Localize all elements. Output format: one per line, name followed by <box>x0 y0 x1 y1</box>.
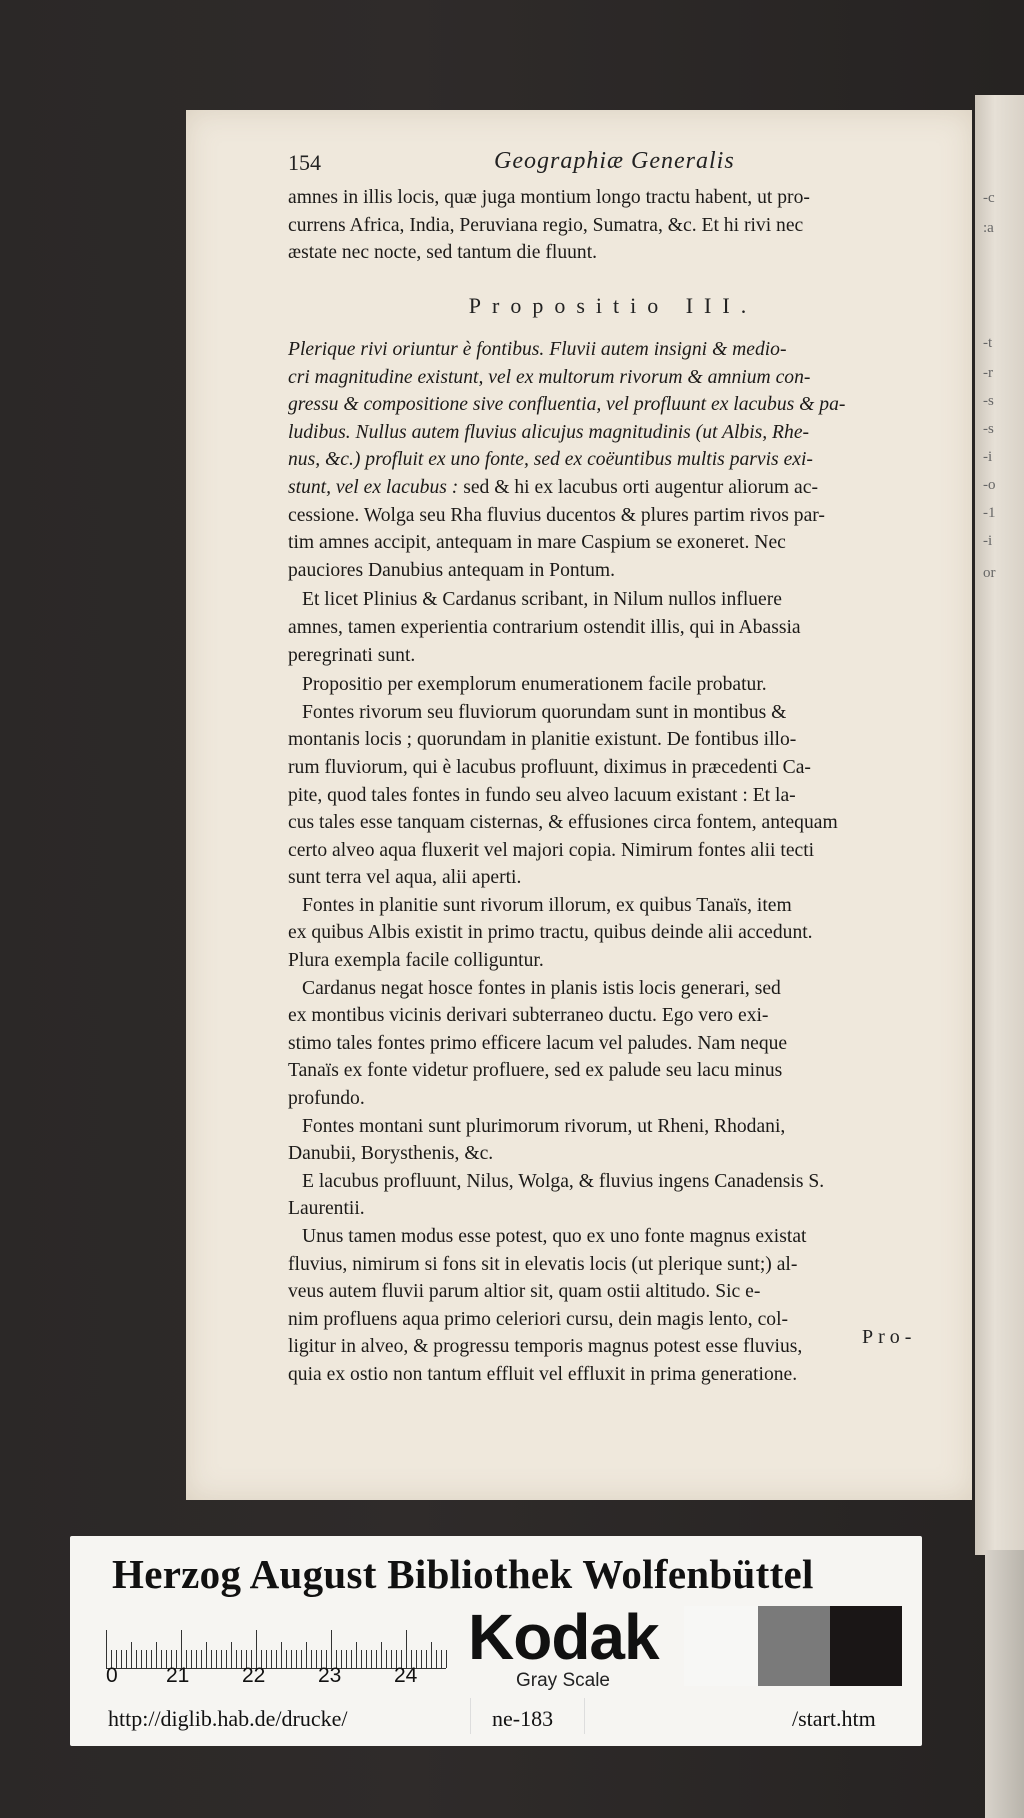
ruler-label: 0 <box>106 1664 118 1687</box>
text-line: fluvius, nimirum si fons sit in elevatis locis (ut plerique sunt;) al- <box>288 1253 798 1275</box>
proposition-heading: Propositio III. <box>468 293 758 318</box>
text-line: Fontes rivorum seu fluviorum quorundam sunt in montibus & <box>302 701 787 723</box>
ruler-tick <box>351 1650 352 1668</box>
color-calibration-card <box>70 1536 922 1746</box>
ruler-tick <box>181 1630 182 1668</box>
text-line: pite, quod tales fontes in fundo seu alveo lacuum existant : Et la- <box>288 784 796 806</box>
black-swatch <box>830 1606 902 1686</box>
ruler-tick <box>381 1642 382 1668</box>
ruler-tick <box>271 1650 272 1668</box>
ruler-tick <box>121 1650 122 1668</box>
text-line: ex quibus Albis existit in primo tractu, quibus deinde alii accedunt. <box>288 922 813 944</box>
ruler-tick <box>361 1650 362 1668</box>
ruler-tick <box>126 1650 127 1668</box>
ruler-tick <box>431 1642 432 1668</box>
text-line: profundo. <box>288 1088 365 1110</box>
ruler-tick <box>236 1650 237 1668</box>
italic-line: Plerique rivi oriuntur è fontibus. Fluvii autem insigni & medio- <box>288 339 787 360</box>
thesis-paragraph <box>288 336 938 1389</box>
ruler-tick <box>131 1642 132 1668</box>
ruler-tick <box>211 1650 212 1668</box>
ruler-tick <box>306 1642 307 1668</box>
text-line: cessione. Wolga seu Rha fluvius ducentos & plures partim rivos par- <box>288 504 825 526</box>
ruler-tick <box>156 1642 157 1668</box>
text-line: veus autem fluvii parum altior sit, quam ostii altitudo. Sic e- <box>288 1281 761 1303</box>
text-line: Laurentii. <box>288 1198 365 1220</box>
italic-line: cri magnitudine existunt, vel ex multorum rivorum & amnium con- <box>288 366 811 388</box>
adjacent-page-edge: -c :a -t -r -s -s -i -o -1 -i or <box>975 95 1024 1555</box>
text-line: certo alveo aqua fluxerit vel majori copia. Nimirum fontes alii tecti <box>288 839 815 861</box>
catchword: Pro- <box>862 1326 917 1348</box>
ruler-tick <box>281 1642 282 1668</box>
ruler-tick <box>386 1650 387 1668</box>
ruler-tick <box>356 1642 357 1668</box>
ruler-tick <box>311 1650 312 1668</box>
ruler-tick <box>286 1650 287 1668</box>
text-line: amnes, tamen experientia contrarium ostendit illis, qui in Abassia <box>288 616 801 638</box>
text-line: rum fluviorum, qui è lacubus profluunt, diximus in præcedenti Ca- <box>288 756 811 778</box>
text-line: peregrinati sunt. <box>288 644 416 666</box>
ruler-tick <box>151 1650 152 1668</box>
ruler-tick <box>226 1650 227 1668</box>
url-right: /start.htm <box>792 1706 876 1731</box>
ruler-tick <box>106 1630 107 1668</box>
roman-fragment: sed & hi ex lacubus orti augentur aliorum ac- <box>458 476 818 498</box>
ruler-tick <box>276 1650 277 1668</box>
ruler-tick <box>301 1650 302 1668</box>
text-line: sunt terra vel aqua, alii aperti. <box>288 867 522 889</box>
italic-fragment: stunt, vel ex lacubus : <box>288 476 459 498</box>
ruler-tick <box>296 1650 297 1668</box>
mixed-line <box>288 474 938 502</box>
url-left: http://diglib.hab.de/drucke/ <box>108 1706 348 1731</box>
gray-scale-label: Gray Scale <box>516 1670 610 1691</box>
ruler-tick <box>141 1650 142 1668</box>
text-line: Plura exempla facile colliguntur. <box>288 950 544 972</box>
text-line: ex montibus vicinis derivari subterraneo ductu. Ego vero exi- <box>288 1005 769 1027</box>
text-line: Cardanus negat hosce fontes in planis istis locis generari, sed <box>302 977 781 999</box>
ruler-tick <box>391 1650 392 1668</box>
text-line: nim profluens aqua primo celeriori cursu, dein magis lento, col- <box>288 1308 789 1330</box>
ruler-tick <box>426 1650 427 1668</box>
text-line: Unus tamen modus esse potest, quo ex uno fonte magnus existat <box>302 1226 807 1247</box>
text-line: Danubii, Borysthenis, &c. <box>288 1143 494 1165</box>
ruler-tick <box>201 1650 202 1668</box>
ruler-tick <box>421 1650 422 1668</box>
text-line: Fontes montani sunt plurimorum rivorum, ut Rheni, Rhodani, <box>302 1115 786 1137</box>
ruler-tick <box>266 1650 267 1668</box>
ruler-tick <box>146 1650 147 1668</box>
text-line: stimo tales fontes primo efficere lacum vel paludes. Nam neque <box>288 1032 788 1054</box>
text-line: æstate nec nocte, sed tantum die fluunt. <box>288 242 598 264</box>
ruler-tick <box>371 1650 372 1668</box>
ruler-tick <box>231 1642 232 1668</box>
running-head: Geographiæ Generalis <box>494 148 735 174</box>
text-line: E lacubus profluunt, Nilus, Wolga, & fluvius ingens Canadensis S. <box>302 1170 825 1192</box>
url-mid: ne-183 <box>492 1706 554 1731</box>
page-number: 154 <box>288 150 321 175</box>
text-line: tim amnes accipit, antequam in mare Caspium se exoneret. Nec <box>288 532 786 554</box>
text-line: montanis locis ; quorundam in planitie existunt. De fontibus illo- <box>288 729 797 751</box>
ruler-tick <box>206 1642 207 1668</box>
italic-line: ludibus. Nullus autem fluvius alicujus magnitudinis (ut Albis, Rhe- <box>288 421 810 443</box>
opening-paragraph <box>288 184 938 267</box>
page-header <box>288 150 938 182</box>
adjacent-page-edge-lower <box>985 1550 1024 1818</box>
text-line: ligitur in alveo, & progressu temporis magnus potest esse fluvius, <box>288 1336 803 1358</box>
white-swatch <box>684 1606 758 1686</box>
library-name: Herzog August Bibliothek Wolfenbüttel <box>112 1551 814 1597</box>
ruler-label: 21 <box>166 1664 190 1687</box>
text-line: Tanaïs ex fonte videtur profluere, sed ex palude seu lacu minus <box>288 1060 783 1082</box>
ruler-label: 22 <box>242 1664 266 1687</box>
ruler-tick <box>346 1650 347 1668</box>
ruler-tick <box>136 1650 137 1668</box>
text-line: Et licet Plinius & Cardanus scribant, in Nilum nullos influere <box>302 589 782 611</box>
ruler-tick <box>196 1650 197 1668</box>
ruler-tick <box>331 1630 332 1668</box>
ruler-scale <box>106 1606 446 1669</box>
text-line: Propositio per exemplorum enumerationem facile probatur. <box>302 674 767 696</box>
ruler-tick <box>256 1630 257 1668</box>
ruler-tick <box>191 1650 192 1668</box>
ruler-tick <box>291 1650 292 1668</box>
kodak-logo: Kodak <box>468 1601 659 1673</box>
italic-line: gressu & compositione sive confluentia, vel profluunt ex lacubus & pa- <box>288 394 846 416</box>
text-line: currens Africa, India, Peruviana regio, Sumatra, &c. Et hi rivi nec <box>288 214 804 236</box>
italic-line: nus, &c.) profluit ex uno fonte, sed ex coëuntibus multis parvis exi- <box>288 449 813 471</box>
text-line: pauciores Danubius antequam in Pontum. <box>288 559 616 581</box>
ruler-tick <box>316 1650 317 1668</box>
ruler-tick <box>446 1650 447 1668</box>
ruler-tick <box>406 1630 407 1668</box>
ruler-tick <box>441 1650 442 1668</box>
gray-swatch <box>758 1606 830 1686</box>
text-line: amnes in illis locis, quæ juga montium longo tractu habent, ut pro- <box>288 187 810 208</box>
text-line: quia ex ostio non tantum effluit vel effluxit in prima generatione. <box>288 1363 798 1385</box>
ruler-tick <box>376 1650 377 1668</box>
text-line: Fontes in planitie sunt rivorum illorum, ex quibus Tanaïs, item <box>302 894 792 916</box>
ruler-label: 23 <box>318 1664 342 1687</box>
ruler-tick <box>216 1650 217 1668</box>
ruler-label: 24 <box>394 1664 418 1687</box>
ruler-tick <box>366 1650 367 1668</box>
ruler-tick <box>161 1650 162 1668</box>
text-line: cus tales esse tanquam cisternas, & effusiones circa fontem, antequam <box>288 812 838 834</box>
ruler-tick <box>221 1650 222 1668</box>
ruler-tick <box>436 1650 437 1668</box>
